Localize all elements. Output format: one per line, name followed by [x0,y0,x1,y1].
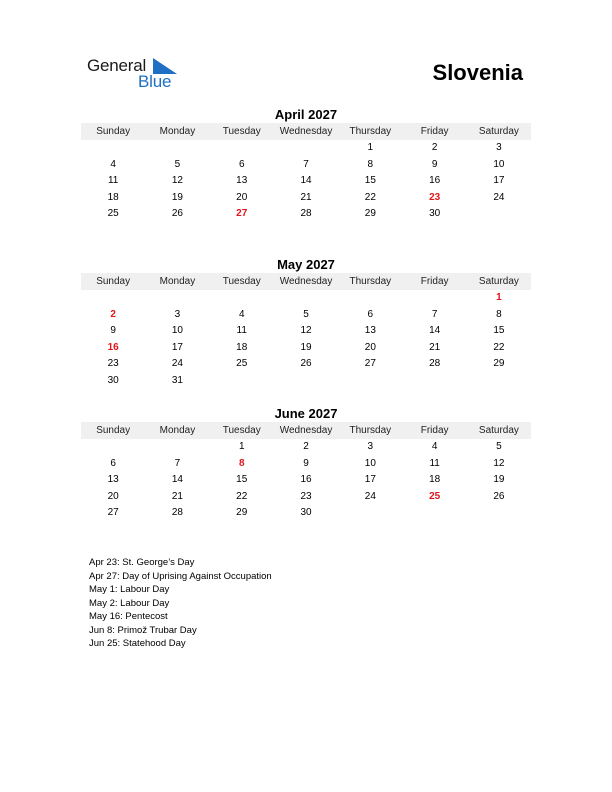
empty-day-cell [81,290,145,307]
holiday-note: Apr 23: St. George’s Day [89,557,195,568]
day-cell: 3 [496,142,502,153]
day-cell: 13 [107,474,119,486]
weekday-header: Friday [402,123,466,140]
empty-day-cell [338,290,402,307]
weekday-header: Tuesday [210,273,274,290]
empty-day-cell [81,140,145,157]
empty-day-cell [467,206,531,223]
empty-day-cell [338,505,402,522]
brand-name-blue: Blue [138,72,172,91]
day-cell: 17 [364,474,376,486]
day-cell: 29 [236,507,248,519]
weekday-header: Monday [145,273,209,290]
weekday-header: Wednesday [274,123,338,140]
day-cell: 12 [493,457,505,469]
day-cell: 6 [367,308,374,320]
empty-day-cell [467,373,531,390]
day-cell: 1 [238,441,245,452]
day-cell: 29 [364,208,376,220]
weekday-header: Tuesday [210,123,274,140]
day-cell: 10 [171,325,183,337]
day-cell: 14 [171,474,183,486]
calendar-grid [81,123,531,223]
empty-day-cell [145,439,209,456]
month-june [81,405,531,522]
day-cell: 17 [171,341,183,353]
holiday-day-cell: 8 [238,457,245,469]
day-cell: 30 [300,507,312,519]
day-cell: 15 [493,325,505,337]
day-cell: 9 [110,325,116,337]
day-cell: 19 [493,474,505,486]
day-cell: 10 [493,158,505,170]
day-cell: 28 [429,358,441,370]
day-cell: 8 [496,308,502,320]
day-cell: 4 [110,158,116,170]
day-cell: 26 [171,208,183,220]
holiday-day-cell: 25 [429,490,441,502]
empty-day-cell [210,373,274,390]
day-cell: 19 [300,341,312,353]
empty-day-cell [467,505,531,522]
day-cell: 25 [236,358,248,370]
weekday-header: Monday [145,422,209,439]
day-cell: 22 [364,191,376,203]
empty-day-cell [210,290,274,307]
day-cell: 3 [174,308,181,320]
weekday-header: Sunday [81,422,145,439]
empty-day-cell [274,140,338,157]
day-cell: 5 [303,308,309,320]
weekday-header: Saturday [467,422,531,439]
empty-day-cell [402,373,466,390]
day-cell: 6 [110,457,116,469]
day-cell: 14 [429,325,441,337]
day-cell: 11 [236,325,247,337]
empty-day-cell [145,140,209,157]
day-cell: 26 [493,490,505,502]
holiday-day-cell: 23 [429,191,441,203]
day-cell: 12 [300,325,312,337]
day-cell: 7 [174,457,181,469]
day-cell: 7 [303,158,309,170]
holiday-note: May 2: Labour Day [89,597,170,609]
day-cell: 21 [171,490,183,502]
day-cell: 27 [107,507,119,519]
day-cell: 22 [236,490,248,502]
day-cell: 13 [364,325,376,337]
empty-day-cell [81,439,145,456]
day-cell: 1 [367,142,374,153]
day-cell: 23 [107,358,119,370]
weekday-header: Thursday [338,273,402,290]
empty-day-cell [145,290,209,307]
day-cell: 12 [171,175,183,187]
day-cell: 19 [171,191,183,203]
day-cell: 24 [364,490,376,502]
empty-day-cell [274,373,338,390]
day-cell: 28 [171,507,183,519]
empty-day-cell [402,290,466,307]
day-cell: 17 [493,175,505,187]
brand-logo [87,56,187,92]
weekday-header: Thursday [338,123,402,140]
day-cell: 13 [236,175,248,187]
day-cell: 25 [107,208,119,220]
day-cell: 28 [300,208,312,220]
day-cell: 21 [429,341,441,353]
day-cell: 9 [431,158,438,170]
weekday-header: Sunday [81,273,145,290]
day-cell: 3 [367,441,374,452]
holiday-notes [89,556,272,651]
month-title: April 2027 [274,107,338,122]
day-cell: 6 [238,158,245,170]
day-cell: 9 [303,457,309,469]
day-cell: 18 [429,474,441,486]
day-cell: 22 [493,341,505,353]
day-cell: 30 [429,208,441,220]
day-cell: 7 [431,308,438,320]
day-cell: 15 [236,474,248,486]
empty-day-cell [338,373,402,390]
weekday-header: Friday [402,273,466,290]
day-cell: 23 [300,490,312,502]
day-cell: 11 [107,175,119,187]
month-title: June 2027 [274,406,338,421]
day-cell: 2 [303,441,309,452]
day-cell: 16 [429,175,441,187]
day-cell: 8 [367,158,374,170]
weekday-header: Wednesday [274,273,338,290]
empty-day-cell [402,505,466,522]
month-title: May 2027 [277,257,335,272]
empty-day-cell [210,140,274,157]
holiday-note: May 16: Pentecost [89,611,168,622]
day-cell: 30 [107,374,119,386]
holiday-day-cell: 1 [496,292,502,303]
weekday-header: Saturday [467,123,531,140]
holiday-note: May 1: Labour Day [89,584,170,595]
day-cell: 4 [238,308,245,320]
day-cell: 24 [493,191,505,203]
holiday-day-cell: 2 [110,308,116,320]
holiday-note: Apr 27: Day of Uprising Against Occupation [89,570,272,582]
holiday-note: Jun 8: Primož Trubar Day [89,624,197,636]
country-title: Slovenia [432,60,523,85]
day-cell: 20 [107,490,119,502]
weekday-header: Thursday [338,422,402,439]
day-cell: 2 [431,142,438,153]
day-cell: 29 [493,358,505,370]
day-cell: 21 [300,191,312,203]
weekday-header: Tuesday [210,422,274,439]
day-cell: 5 [174,158,181,170]
day-cell: 11 [429,457,440,469]
brand-name-general: General [87,56,147,75]
month-may [81,256,531,390]
holiday-day-cell: 16 [107,341,119,353]
calendar-grid [81,273,531,390]
weekday-header: Wednesday [274,422,338,439]
day-cell: 14 [300,175,312,187]
day-cell: 4 [431,441,438,452]
calendar-grid [81,422,531,522]
day-cell: 31 [171,374,183,386]
day-cell: 20 [236,191,248,203]
empty-day-cell [274,290,338,307]
day-cell: 15 [364,175,376,187]
day-cell: 26 [300,358,312,370]
day-cell: 5 [496,441,502,452]
day-cell: 18 [107,191,119,203]
day-cell: 16 [300,474,312,486]
holiday-day-cell: 27 [236,208,248,220]
holiday-note: Jun 25: Statehood Day [89,638,186,649]
day-cell: 10 [364,457,376,469]
day-cell: 18 [236,341,248,353]
weekday-header: Saturday [467,273,531,290]
day-cell: 20 [364,341,376,353]
weekday-header: Friday [402,422,466,439]
weekday-header: Sunday [81,123,145,140]
day-cell: 27 [364,358,376,370]
weekday-header: Monday [145,123,209,140]
month-april [81,106,531,223]
day-cell: 24 [171,358,183,370]
